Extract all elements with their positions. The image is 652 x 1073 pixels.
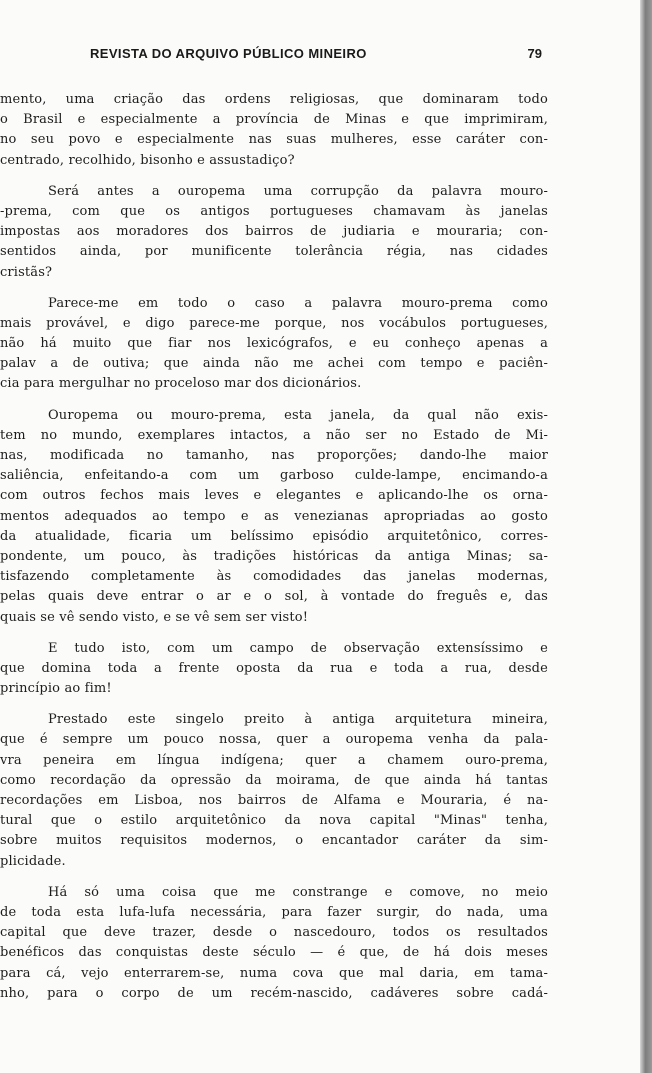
text-line: com outros fechos mais leves e elegantes e aplicando-lhe os orna- xyxy=(0,488,548,504)
text-line: impostas aos moradores dos bairros de judiaria e mouraria; con- xyxy=(0,224,548,240)
text-line: capital que deve trazer, desde o nascedouro, todos os resultados xyxy=(0,925,548,941)
text-line: que domina toda a frente oposta da rua e toda a rua, desde xyxy=(0,660,548,676)
text-line: vra peneira em língua indígena; quer a chamem ouro-prema, xyxy=(0,752,548,768)
text-line: Há só uma coisa que me constrange e comove, no meio xyxy=(48,884,548,900)
page-number: 79 xyxy=(527,46,542,61)
text-line: o Brasil e especialmente a província de Minas e que imprimiram, xyxy=(0,112,548,128)
text-line: princípio ao fim! xyxy=(0,681,112,697)
text-line: pondente, um pouco, às tradições históricas da antiga Minas; sa- xyxy=(0,548,548,564)
text-line: quais se vê sendo visto, e se vê sem ser visto! xyxy=(0,609,309,625)
text-line: Será antes a ouropema uma corrupção da palavra mouro- xyxy=(48,183,548,199)
text-line: de toda esta lufa-lufa necessária, para fazer surgir, do nada, uma xyxy=(0,904,548,920)
text-line: como recordação da opressão da moirama, de que ainda há tantas xyxy=(0,772,548,788)
body-text xyxy=(0,90,548,1015)
paragraph xyxy=(0,406,548,628)
text-line: -prema, com que os antigos portugueses chamavam às janelas xyxy=(0,203,548,219)
paragraph xyxy=(0,710,548,872)
text-line: mentos adequados ao tempo e as venezianas apropriadas ao gosto xyxy=(0,508,548,524)
text-line: Prestado este singelo preito à antiga arquitetura mineira, xyxy=(48,712,548,728)
text-line: no seu povo e especialmente nas suas mulheres, esse caráter con- xyxy=(0,132,548,148)
text-line: Parece-me em todo o caso a palavra mouro-prema como xyxy=(48,295,548,311)
text-line: sentidos ainda, por munificente tolerância régia, nas cidades xyxy=(0,244,548,260)
text-line: para cá, vejo enterrarem-se, numa cova que mal daria, em tama- xyxy=(0,965,548,981)
paragraph xyxy=(0,294,548,395)
text-line: da atualidade, ficaria um belíssimo episódio arquitetônico, corres- xyxy=(0,528,548,544)
text-line: sobre muitos requisitos modernos, o encantador caráter da sim- xyxy=(0,833,548,849)
text-line: tem no mundo, exemplares intactos, a não ser no Estado de Mi- xyxy=(0,427,548,443)
page-header xyxy=(90,46,542,68)
text-line: centrado, recolhido, bisonho e assustadiço? xyxy=(0,152,295,168)
text-line: tisfazendo completamente às comodidades das janelas modernas, xyxy=(0,569,548,585)
text-line: Ouropema ou mouro-prema, esta janela, da qual não exis- xyxy=(48,407,548,423)
text-line: plicidade. xyxy=(0,853,66,869)
binding-edge xyxy=(640,0,652,1073)
text-line: tural que o estilo arquitetônico da nova capital "Minas" tenha, xyxy=(0,813,548,829)
text-line: não há muito que fiar nos lexicógrafos, e eu conheço apenas a xyxy=(0,336,548,352)
text-line: que é sempre um pouco nossa, quer a ouropema venha da pala- xyxy=(0,732,548,748)
running-head: REVISTA DO ARQUIVO PÚBLICO MINEIRO xyxy=(90,46,367,61)
text-line: benéficos das conquistas deste século — é que, de há dois meses xyxy=(0,945,548,961)
text-line: mais provável, e digo parece-me porque, nos vocábulos portugueses, xyxy=(0,315,548,331)
paragraph xyxy=(0,90,548,171)
text-line: palav a de outiva; que ainda não me achei com tempo e paciên- xyxy=(0,356,548,372)
paragraph xyxy=(0,639,548,700)
text-line: pelas quais deve entrar o ar e o sol, à vontade do freguês e, das xyxy=(0,589,548,605)
text-line: E tudo isto, com um campo de observação extensíssimo e xyxy=(48,640,548,656)
text-line: cia para mergulhar no proceloso mar dos dicionários. xyxy=(0,376,362,392)
paragraph xyxy=(0,883,548,1004)
text-line: recordações em Lisboa, nos bairros de Alfama e Mouraria, é na- xyxy=(0,793,548,808)
text-line: nas, modificada no tamanho, nas proporções; dando-lhe maior xyxy=(0,448,548,463)
text-line: saliência, enfeitando-a com um garboso culde-lampe, encimando-a xyxy=(0,468,548,484)
text-line: mento, uma criação das ordens religiosas, que dominaram todo xyxy=(0,92,548,107)
text-line: nho, para o corpo de um recém-nascido, cadáveres sobre cadá- xyxy=(0,985,548,1001)
paragraph xyxy=(0,182,548,283)
text-line: cristãs? xyxy=(0,264,53,280)
